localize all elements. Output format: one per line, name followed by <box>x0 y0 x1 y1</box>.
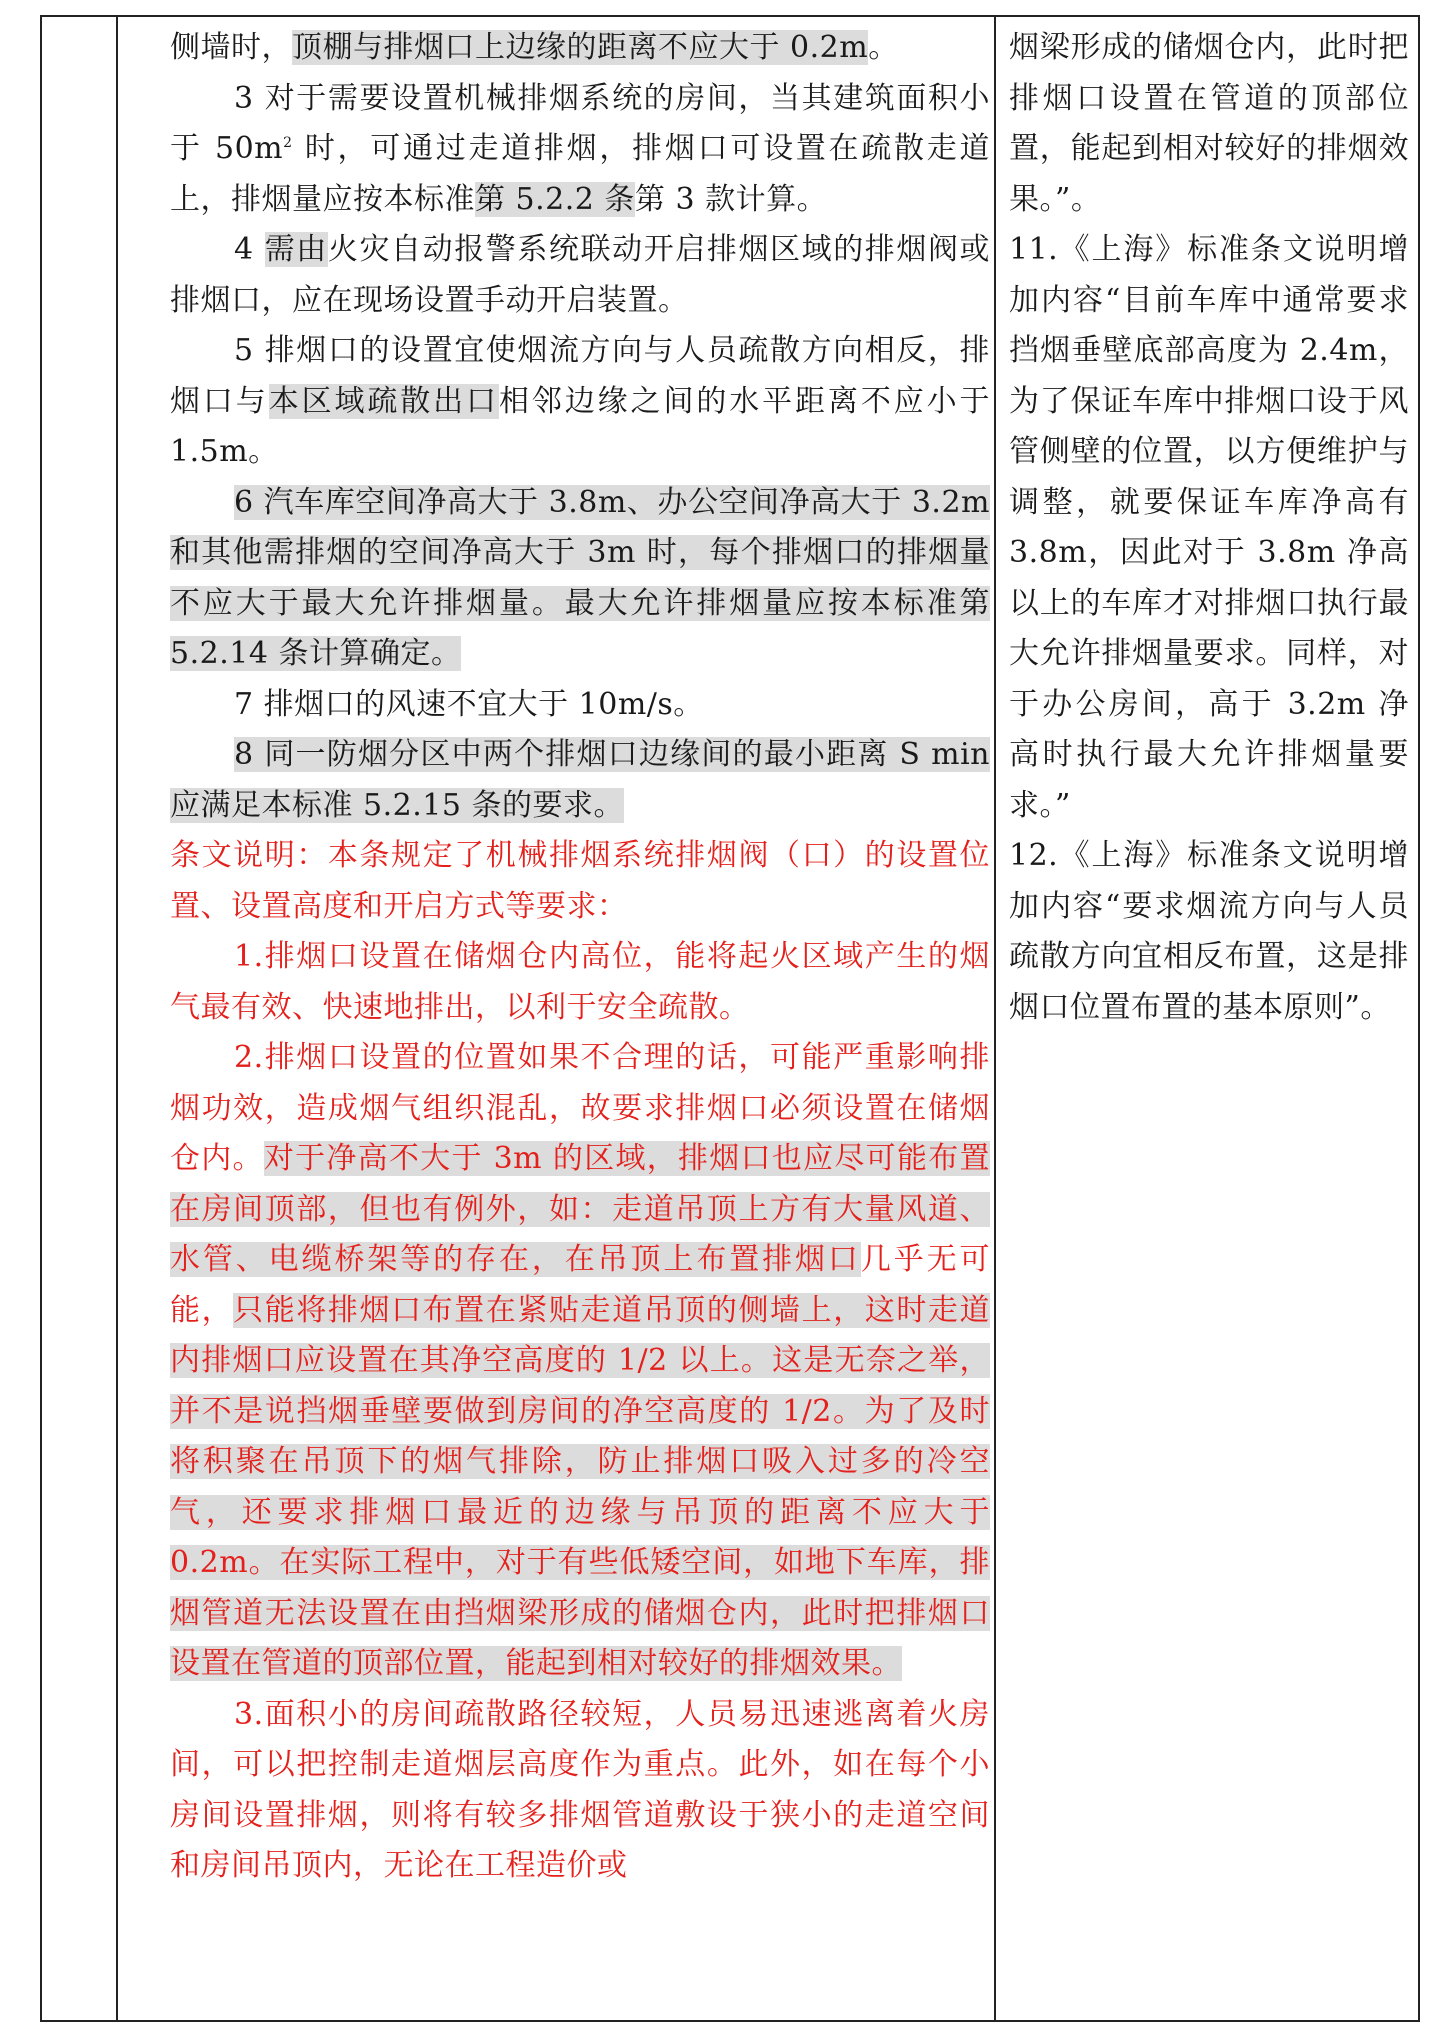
explanation-item-1: 1.排烟口设置在储烟仓内高位，能将起火区域产生的烟气最有效、快速地排出，以利于安全疏散。 <box>170 939 990 1025</box>
clause-item-8 <box>170 730 990 831</box>
main-text-column <box>170 23 990 1892</box>
highlighted-text: 8 同一防烟分区中两个排烟口边缘间的最小距离 S min 应满足本标准 5.2.15 条的要求。 <box>170 737 990 823</box>
explanation-intro: 条文说明：本条规定了机械排烟系统排烟阀（口）的设置位置、设置高度和开启方式等要求： <box>170 838 990 924</box>
notes-column <box>1009 23 1409 1033</box>
clause-item-4: 4 需由火灾自动报警系统联动开启排烟区域的排烟阀或排烟口，应在现场设置手动开启装置。 <box>170 232 991 318</box>
clause-item-7: 7 排烟口的风速不宜大于 10m/s。 <box>234 686 704 722</box>
comparison-table <box>40 15 1420 2022</box>
highlighted-text: 对于净高不大于 3m 的区域，排烟口也应尽可能布置在房间顶部，但也有例外，如：走道吊顶上方有大量风道、水管、电缆桥架等的存在，在吊顶上布置排烟口 <box>170 1141 990 1277</box>
highlighted-text: 6 汽车库空间净高大于 3.8m、办公空间净高大于 3.2m 和其他需排烟的空间净高大于 3m 时，每个排烟口的排烟量不应大于最大允许排烟量。最大允许排烟量应按本标准第 5.2.14 条计算确定。 <box>170 484 990 671</box>
explanation-item-2: 2.排烟口设置的位置如果不合理的话，可能严重影响排烟功效，造成烟气组织混乱，故要求排烟口必须设置在储烟仓内。对于净高不大于 3m 的区域，排烟口也应尽可能布置在房间顶部，但也有例外，如：走道吊顶上方有大量风道、水管、电缆桥架等的存在，在吊顶上布置排烟口几乎无可能，只能将排烟口布置在紧贴走道吊顶的侧墙上，这时走道内排烟口应设置在其净空高度的 1/2 以上。这是无奈之举，并不是说挡烟垂壁要做到房间的净空高度的 1/2。为了及时将积聚在吊顶下的烟气排除，防止排烟口吸入过多的冷空气，还要求排烟口最近的边缘与吊顶的距离不应大于 0.2m。在实际工程中，对于有些低矮空间，如地下车库，排烟管道无法设置在由挡烟梁形成的储烟仓内，此时把排烟口设置在管道的顶部位置，能起到相对较好的排烟效果。 <box>170 1040 991 1681</box>
highlighted-text: 需由 <box>264 232 328 267</box>
clause-item-3: 3 对于需要设置机械排烟系统的房间，当其建筑面积小于 $50m^2$ 时，可通过走道排烟，排烟口可设置在疏散走道上，排烟量应按本标准第 5.2.2 条第 3 款计算。 <box>170 80 990 217</box>
note-11: 11.《上海》标准条文说明增加内容“目前车库中通常要求挡烟垂壁底部高度为 2.4m，为了保证车库中排烟口设于风管侧壁的位置，以方便维护与调整，就要保证车库净高有 3.8m，因此对于 3.8m 净高以上的车库才对排烟口执行最大允许排烟量要求。同样，对于办公房间，高于 3.2m 净高时执行最大允许排烟量要求。” <box>1009 232 1409 823</box>
note-12: 12.《上海》标准条文说明增加内容“要求烟流方向与人员疏散方向宜相反布置，这是排烟口位置布置的基本原则”。 <box>1009 838 1409 1025</box>
highlighted-text: 顶棚与排烟口上边缘的距离不应大于 0.2m <box>292 30 869 65</box>
column-divider-right <box>994 17 996 2020</box>
clause-item-5: 5 排烟口的设置宜使烟流方向与人员疏散方向相反，排烟口与本区域疏散出口相邻边缘之间的水平距离不应小于 1.5m。 <box>170 333 991 469</box>
highlighted-text: 本区域疏散出口 <box>268 383 499 419</box>
highlighted-text: 第 5.2.2 条 <box>475 181 635 217</box>
clause-item-6 <box>170 478 990 680</box>
note-continued: 烟梁形成的储烟仓内，此时把排烟口设置在管道的顶部位置，能起到相对较好的排烟效果。”。 <box>1009 30 1409 217</box>
clause-line-continued: 侧墙时，顶棚与排烟口上边缘的距离不应大于 0.2m。 <box>170 30 899 65</box>
column-divider-left <box>116 17 118 2020</box>
highlighted-text: 只能将排烟口布置在紧贴走道吊顶的侧墙上，这时走道内排烟口应设置在其净空高度的 1/2 以上。这是无奈之举，并不是说挡烟垂壁要做到房间的净空高度的 1/2。为了及时将积聚在吊顶下的烟气排除，防止排烟口吸入过多的冷空气，还要求排烟口最近的边缘与吊顶的距离不应大于 0.2m。在实际工程中，对于有些低矮空间，如地下车库，排烟管道无法设置在由挡烟梁形成的储烟仓内，此时把排烟口设置在管道的顶部位置，能起到相对较好的排烟效果。 <box>170 1292 991 1681</box>
explanation-item-3: 3.面积小的房间疏散路径较短，人员易迅速逃离着火房间，可以把控制走道烟层高度作为重点。此外，如在每个小房间设置排烟，则将有较多排烟管道敷设于狭小的走道空间和房间吊顶内，无论在工程造价或 <box>170 1696 990 1883</box>
